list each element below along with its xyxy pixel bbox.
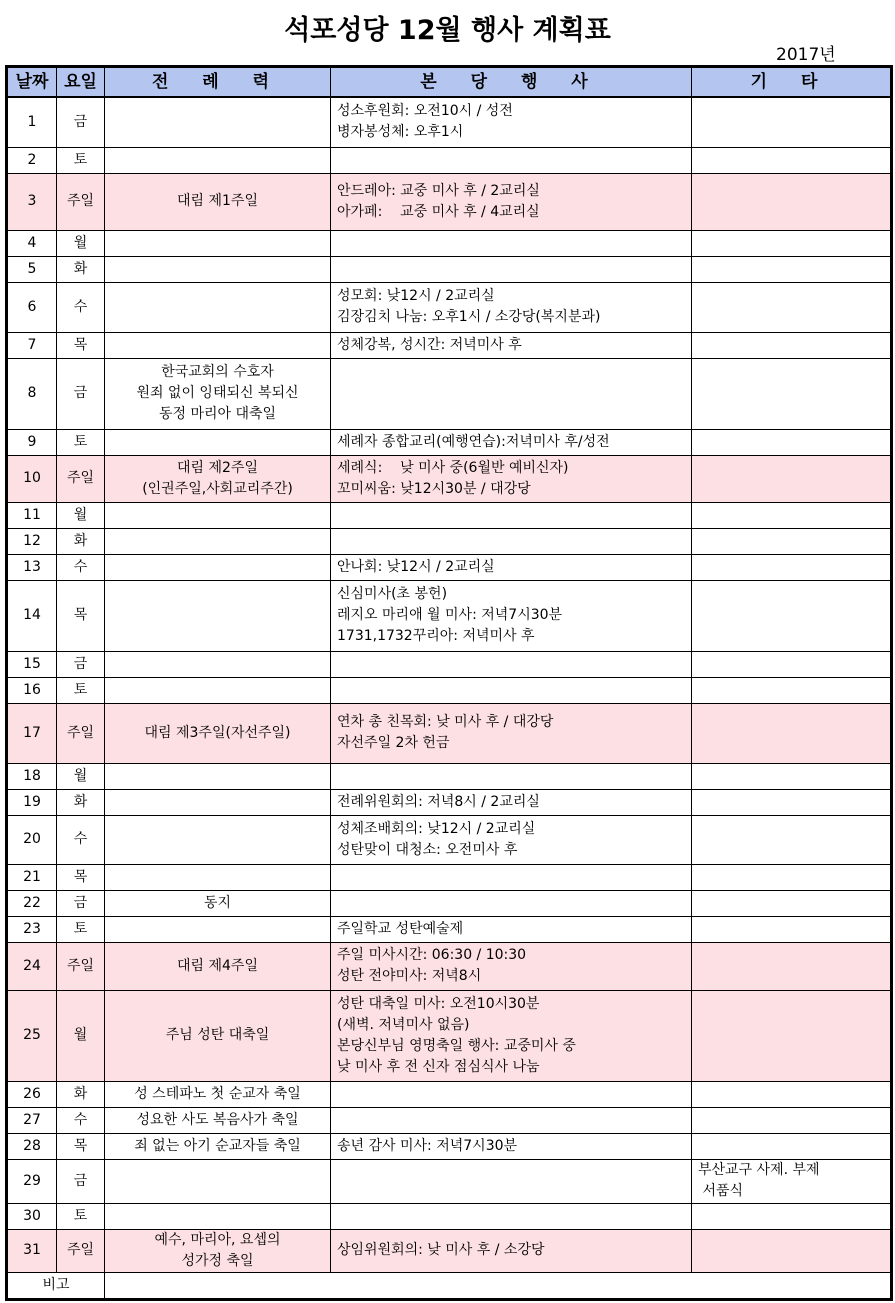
cell-weekday[interactable]: 수: [57, 554, 105, 580]
cell-liturgy-line: 동정 마리아 대축일: [158, 406, 277, 422]
cell-other[interactable]: [692, 864, 892, 890]
cell-date[interactable]: 19: [7, 789, 57, 815]
cell-liturgy-line: 성가정 축일: [181, 1252, 254, 1269]
cell-events[interactable]: [331, 1107, 692, 1133]
cell-date[interactable]: 1: [7, 97, 57, 147]
table-row: [7, 173, 892, 230]
cell-date[interactable]: 16: [7, 677, 57, 703]
cell-events[interactable]: [331, 502, 692, 528]
table-row: [7, 815, 892, 864]
cell-weekday[interactable]: 월: [57, 990, 105, 1081]
cell-weekday[interactable]: 월: [57, 230, 105, 256]
cell-date[interactable]: 12: [7, 528, 57, 554]
cell-events[interactable]: [331, 651, 692, 677]
cell-other[interactable]: [692, 1159, 892, 1203]
header-row: [7, 67, 892, 98]
cell-liturgy-line: 대림 제1주일: [177, 193, 258, 209]
cell-other[interactable]: [692, 230, 892, 256]
cell-events-line: 안나회: 낮12시 / 2교리실: [337, 558, 495, 575]
cell-liturgy-line: 동지: [203, 894, 232, 911]
cell-date[interactable]: 11: [7, 502, 57, 528]
page-title: 석포성당 12월 행사 계획표: [284, 15, 611, 46]
cell-events-line: 자선주일 2차 헌금: [337, 735, 450, 751]
cell-weekday[interactable]: 목: [57, 332, 105, 358]
cell-liturgy[interactable]: [105, 455, 331, 502]
cell-other[interactable]: [692, 1081, 892, 1107]
cell-weekday[interactable]: 금: [57, 97, 105, 147]
schedule-table: [5, 65, 893, 1301]
cell-events-line: 낮 미사 후 전 신자 점심식사 나눔: [337, 1058, 540, 1075]
cell-other[interactable]: [692, 942, 892, 990]
cell-date[interactable]: 28: [7, 1133, 57, 1159]
year-label: 2017년: [776, 45, 836, 65]
cell-other[interactable]: [692, 358, 892, 429]
cell-liturgy[interactable]: [105, 429, 331, 455]
cell-other[interactable]: [692, 1203, 892, 1229]
table-row: [7, 358, 892, 429]
table-row: [7, 332, 892, 358]
cell-weekday[interactable]: 토: [57, 1203, 105, 1229]
cell-events[interactable]: [331, 332, 692, 358]
cell-weekday[interactable]: 수: [57, 282, 105, 332]
table-row: [7, 703, 892, 763]
cell-date[interactable]: 26: [7, 1081, 57, 1107]
cell-weekday[interactable]: 화: [57, 256, 105, 282]
cell-events[interactable]: [331, 1229, 692, 1272]
table-row: [7, 429, 892, 455]
cell-liturgy[interactable]: [105, 332, 331, 358]
cell-liturgy-line: 죄 없는 아기 순교자들 축일: [134, 1137, 301, 1154]
cell-weekday[interactable]: 토: [57, 677, 105, 703]
cell-events-line: 세례식: 낮 미사 중(6월반 예비신자): [337, 459, 569, 476]
cell-liturgy-line: 성 스테파노 첫 순교자 축일: [134, 1085, 301, 1102]
table-row: [7, 651, 892, 677]
header-date: 날짜: [7, 67, 57, 98]
cell-weekday[interactable]: 주일: [57, 942, 105, 990]
cell-events[interactable]: [331, 528, 692, 554]
cell-other[interactable]: [692, 455, 892, 502]
cell-date[interactable]: 27: [7, 1107, 57, 1133]
cell-date[interactable]: 22: [7, 890, 57, 916]
cell-date[interactable]: 7: [7, 332, 57, 358]
cell-weekday[interactable]: 수: [57, 1107, 105, 1133]
cell-other[interactable]: [692, 703, 892, 763]
cell-events-line: 상임위원회의: 낮 미사 후 / 소강당: [337, 1242, 545, 1258]
cell-other[interactable]: [692, 173, 892, 230]
cell-events-line: 송년 감사 미사: 저녁7시30분: [337, 1137, 518, 1154]
cell-liturgy-line: 성요한 사도 복음사가 축일: [136, 1111, 299, 1128]
cell-events-line: 연차 총 친목회: 낮 미사 후 / 대강당: [337, 714, 554, 730]
cell-weekday[interactable]: 금: [57, 651, 105, 677]
cell-liturgy[interactable]: [105, 147, 331, 173]
cell-weekday[interactable]: 주일: [57, 703, 105, 763]
cell-other[interactable]: [692, 256, 892, 282]
cell-other[interactable]: [692, 1107, 892, 1133]
cell-liturgy-line: (인권주일,사회교리주간): [142, 480, 293, 497]
cell-events-line: 신심미사(초 봉헌): [337, 586, 448, 602]
table-row: [7, 1081, 892, 1107]
cell-weekday[interactable]: 수: [57, 815, 105, 864]
cell-events-line: 본당신부님 영명축일 행사: 교중미사 중: [337, 1037, 576, 1054]
cell-events-line: 김장김치 나눔: 오후1시 / 소강당(복지분과): [337, 309, 601, 325]
cell-liturgy[interactable]: [105, 1081, 331, 1107]
cell-weekday[interactable]: 토: [57, 916, 105, 942]
cell-events[interactable]: [331, 230, 692, 256]
cell-date[interactable]: 2: [7, 147, 57, 173]
cell-date[interactable]: 13: [7, 554, 57, 580]
cell-events[interactable]: [331, 703, 692, 763]
cell-liturgy[interactable]: [105, 890, 331, 916]
cell-events[interactable]: [331, 815, 692, 864]
cell-liturgy[interactable]: [105, 990, 331, 1081]
table-row: [7, 1229, 892, 1272]
cell-events-line: 성체강복, 성시간: 저녁미사 후: [337, 336, 522, 353]
cell-liturgy[interactable]: [105, 282, 331, 332]
cell-weekday[interactable]: 화: [57, 528, 105, 554]
cell-liturgy[interactable]: [105, 864, 331, 890]
table-row: [7, 763, 892, 789]
table-row: [7, 916, 892, 942]
table-row: [7, 890, 892, 916]
table-row: [7, 554, 892, 580]
cell-weekday[interactable]: 화: [57, 789, 105, 815]
cell-events[interactable]: [331, 1133, 692, 1159]
cell-other[interactable]: [692, 147, 892, 173]
cell-liturgy[interactable]: [105, 1229, 331, 1272]
cell-liturgy[interactable]: [105, 173, 331, 230]
cell-date[interactable]: 20: [7, 815, 57, 864]
cell-events-line: (새벽. 저녁미사 없음): [337, 1016, 470, 1033]
cell-date[interactable]: 10: [7, 455, 57, 502]
cell-events-line: 성탄 대축일 미사: 오전10시30분: [337, 995, 540, 1012]
cell-other[interactable]: [692, 528, 892, 554]
cell-events-line: 전례위원회의: 저녁8시 / 2교리실: [337, 793, 540, 810]
cell-date[interactable]: 3: [7, 173, 57, 230]
cell-events[interactable]: [331, 256, 692, 282]
cell-other[interactable]: [692, 332, 892, 358]
table-row: [7, 230, 892, 256]
table-row: [7, 282, 892, 332]
cell-other-line: 서품식: [698, 1183, 744, 1199]
cell-date[interactable]: 25: [7, 990, 57, 1081]
cell-events[interactable]: [331, 789, 692, 815]
table-row: [7, 1133, 892, 1159]
cell-date[interactable]: 24: [7, 942, 57, 990]
header-events: 본 당 행 사: [331, 67, 692, 98]
cell-liturgy[interactable]: [105, 502, 331, 528]
cell-other[interactable]: [692, 429, 892, 455]
cell-events-line: 세례자 종합교리(예행연습):저녁미사 후/성전: [337, 433, 610, 450]
cell-other[interactable]: [692, 1133, 892, 1159]
cell-events[interactable]: [331, 864, 692, 890]
cell-events[interactable]: [331, 763, 692, 789]
cell-date[interactable]: 31: [7, 1229, 57, 1272]
cell-other[interactable]: [692, 815, 892, 864]
cell-weekday[interactable]: 주일: [57, 455, 105, 502]
table-row: [7, 455, 892, 502]
cell-liturgy[interactable]: [105, 1133, 331, 1159]
cell-events[interactable]: [331, 97, 692, 147]
table-row: [7, 502, 892, 528]
cell-events-line: 주일 미사시간: 06:30 / 10:30: [337, 947, 527, 963]
cell-liturgy[interactable]: [105, 815, 331, 864]
cell-events-line: 성탄맞이 대청소: 오전미사 후: [337, 841, 518, 858]
cell-liturgy-line: 대림 제4주일: [177, 957, 258, 974]
cell-weekday[interactable]: 주일: [57, 173, 105, 230]
cell-events[interactable]: [331, 282, 692, 332]
cell-other[interactable]: [692, 990, 892, 1081]
table-row: [7, 147, 892, 173]
cell-date[interactable]: 6: [7, 282, 57, 332]
cell-events[interactable]: [331, 147, 692, 173]
cell-other[interactable]: [692, 763, 892, 789]
cell-date[interactable]: 17: [7, 703, 57, 763]
table-row: [7, 528, 892, 554]
cell-events-line: 병자봉성체: 오후1시: [337, 124, 464, 141]
cell-other[interactable]: [692, 282, 892, 332]
table-row: [7, 864, 892, 890]
table-row: [7, 1203, 892, 1229]
cell-liturgy[interactable]: [105, 554, 331, 580]
cell-weekday[interactable]: 토: [57, 429, 105, 455]
cell-liturgy-line: 원죄 없이 잉태되신 복되신: [136, 385, 299, 401]
table-row: [7, 580, 892, 651]
cell-events-line: 레지오 마리애 월 미사: 저녁7시30분: [337, 607, 563, 623]
cell-events[interactable]: [331, 890, 692, 916]
cell-liturgy-line: 한국교회의 수호자: [161, 364, 274, 380]
cell-date[interactable]: 23: [7, 916, 57, 942]
cell-events-line: 주일학교 성탄예술제: [337, 920, 464, 937]
schedule-body: [7, 97, 892, 1272]
cell-events[interactable]: [331, 942, 692, 990]
cell-liturgy[interactable]: [105, 1203, 331, 1229]
cell-events[interactable]: [331, 1159, 692, 1203]
cell-date[interactable]: 4: [7, 230, 57, 256]
cell-liturgy[interactable]: [105, 703, 331, 763]
table-row: [7, 677, 892, 703]
cell-weekday[interactable]: 화: [57, 1081, 105, 1107]
cell-events[interactable]: [331, 677, 692, 703]
cell-events-line: 성소후원회: 오전10시 / 성전: [337, 103, 513, 120]
header-liturgy: 전 례 력: [105, 67, 331, 98]
cell-other[interactable]: [692, 677, 892, 703]
table-row: [7, 97, 892, 147]
cell-liturgy[interactable]: [105, 580, 331, 651]
cell-events[interactable]: [331, 916, 692, 942]
cell-events[interactable]: [331, 580, 692, 651]
cell-other[interactable]: [692, 580, 892, 651]
remarks-value[interactable]: [105, 1272, 892, 1299]
cell-weekday[interactable]: 주일: [57, 1229, 105, 1272]
cell-weekday[interactable]: 금: [57, 890, 105, 916]
cell-liturgy[interactable]: [105, 97, 331, 147]
cell-events[interactable]: [331, 554, 692, 580]
cell-events[interactable]: [331, 990, 692, 1081]
table-row: [7, 789, 892, 815]
cell-date[interactable]: 8: [7, 358, 57, 429]
cell-liturgy[interactable]: [105, 358, 331, 429]
cell-liturgy[interactable]: [105, 651, 331, 677]
cell-other-line: 부산교구 사제. 부제: [698, 1162, 820, 1178]
cell-other[interactable]: [692, 651, 892, 677]
cell-liturgy[interactable]: [105, 528, 331, 554]
cell-other[interactable]: [692, 1229, 892, 1272]
cell-events-line: 1731,1732꾸리아: 저녁미사 후: [337, 628, 535, 644]
cell-events-line: 성체조배회의: 낮12시 / 2교리실: [337, 820, 536, 837]
cell-other[interactable]: [692, 97, 892, 147]
cell-events[interactable]: [331, 429, 692, 455]
cell-weekday[interactable]: 토: [57, 147, 105, 173]
cell-weekday[interactable]: 목: [57, 1133, 105, 1159]
remarks-row: [7, 1272, 892, 1299]
cell-date[interactable]: 5: [7, 256, 57, 282]
cell-weekday[interactable]: 월: [57, 502, 105, 528]
header-weekday: 요일: [57, 67, 105, 98]
table-row: [7, 990, 892, 1081]
cell-other[interactable]: [692, 554, 892, 580]
cell-date[interactable]: 30: [7, 1203, 57, 1229]
cell-date[interactable]: 14: [7, 580, 57, 651]
cell-events-line: 꼬미씨움: 낮12시30분 / 대강당: [337, 480, 531, 497]
cell-weekday[interactable]: 금: [57, 1159, 105, 1203]
cell-liturgy[interactable]: [105, 789, 331, 815]
cell-liturgy-line: 주님 성탄 대축일: [165, 1027, 270, 1043]
cell-events[interactable]: [331, 173, 692, 230]
cell-weekday[interactable]: 목: [57, 864, 105, 890]
cell-liturgy[interactable]: [105, 1107, 331, 1133]
table-row: [7, 1107, 892, 1133]
cell-events-line: 성모회: 낮12시 / 2교리실: [337, 288, 495, 304]
cell-events-line: 아가페: 교중 미사 후 / 4교리실: [337, 203, 540, 220]
cell-other[interactable]: [692, 916, 892, 942]
header-other: 기 타: [692, 67, 892, 98]
cell-liturgy[interactable]: [105, 1159, 331, 1203]
remarks-label: 비고: [7, 1272, 105, 1299]
cell-liturgy[interactable]: [105, 256, 331, 282]
cell-other[interactable]: [692, 502, 892, 528]
cell-weekday[interactable]: 목: [57, 580, 105, 651]
cell-events[interactable]: [331, 1203, 692, 1229]
cell-date[interactable]: 9: [7, 429, 57, 455]
cell-date[interactable]: 15: [7, 651, 57, 677]
cell-weekday[interactable]: 월: [57, 763, 105, 789]
cell-liturgy[interactable]: [105, 230, 331, 256]
cell-events[interactable]: [331, 455, 692, 502]
cell-date[interactable]: 21: [7, 864, 57, 890]
cell-events[interactable]: [331, 1081, 692, 1107]
cell-other[interactable]: [692, 890, 892, 916]
cell-date[interactable]: 29: [7, 1159, 57, 1203]
cell-liturgy[interactable]: [105, 916, 331, 942]
cell-events[interactable]: [331, 358, 692, 429]
table-row: [7, 256, 892, 282]
cell-liturgy-line: 대림 제2주일: [177, 459, 258, 476]
cell-liturgy[interactable]: [105, 677, 331, 703]
cell-liturgy[interactable]: [105, 763, 331, 789]
table-row: [7, 942, 892, 990]
cell-liturgy-line: 대림 제3주일(자선주일): [144, 724, 291, 741]
table-row: [7, 1159, 892, 1203]
cell-date[interactable]: 18: [7, 763, 57, 789]
cell-events-line: 안드레아: 교중 미사 후 / 2교리실: [337, 182, 540, 199]
cell-liturgy-line: 예수, 마리아, 요셉의: [154, 1231, 281, 1248]
cell-other[interactable]: [692, 789, 892, 815]
cell-events-line: 성탄 전야미사: 저녁8시: [337, 968, 482, 984]
cell-liturgy[interactable]: [105, 942, 331, 990]
cell-weekday[interactable]: 금: [57, 358, 105, 429]
